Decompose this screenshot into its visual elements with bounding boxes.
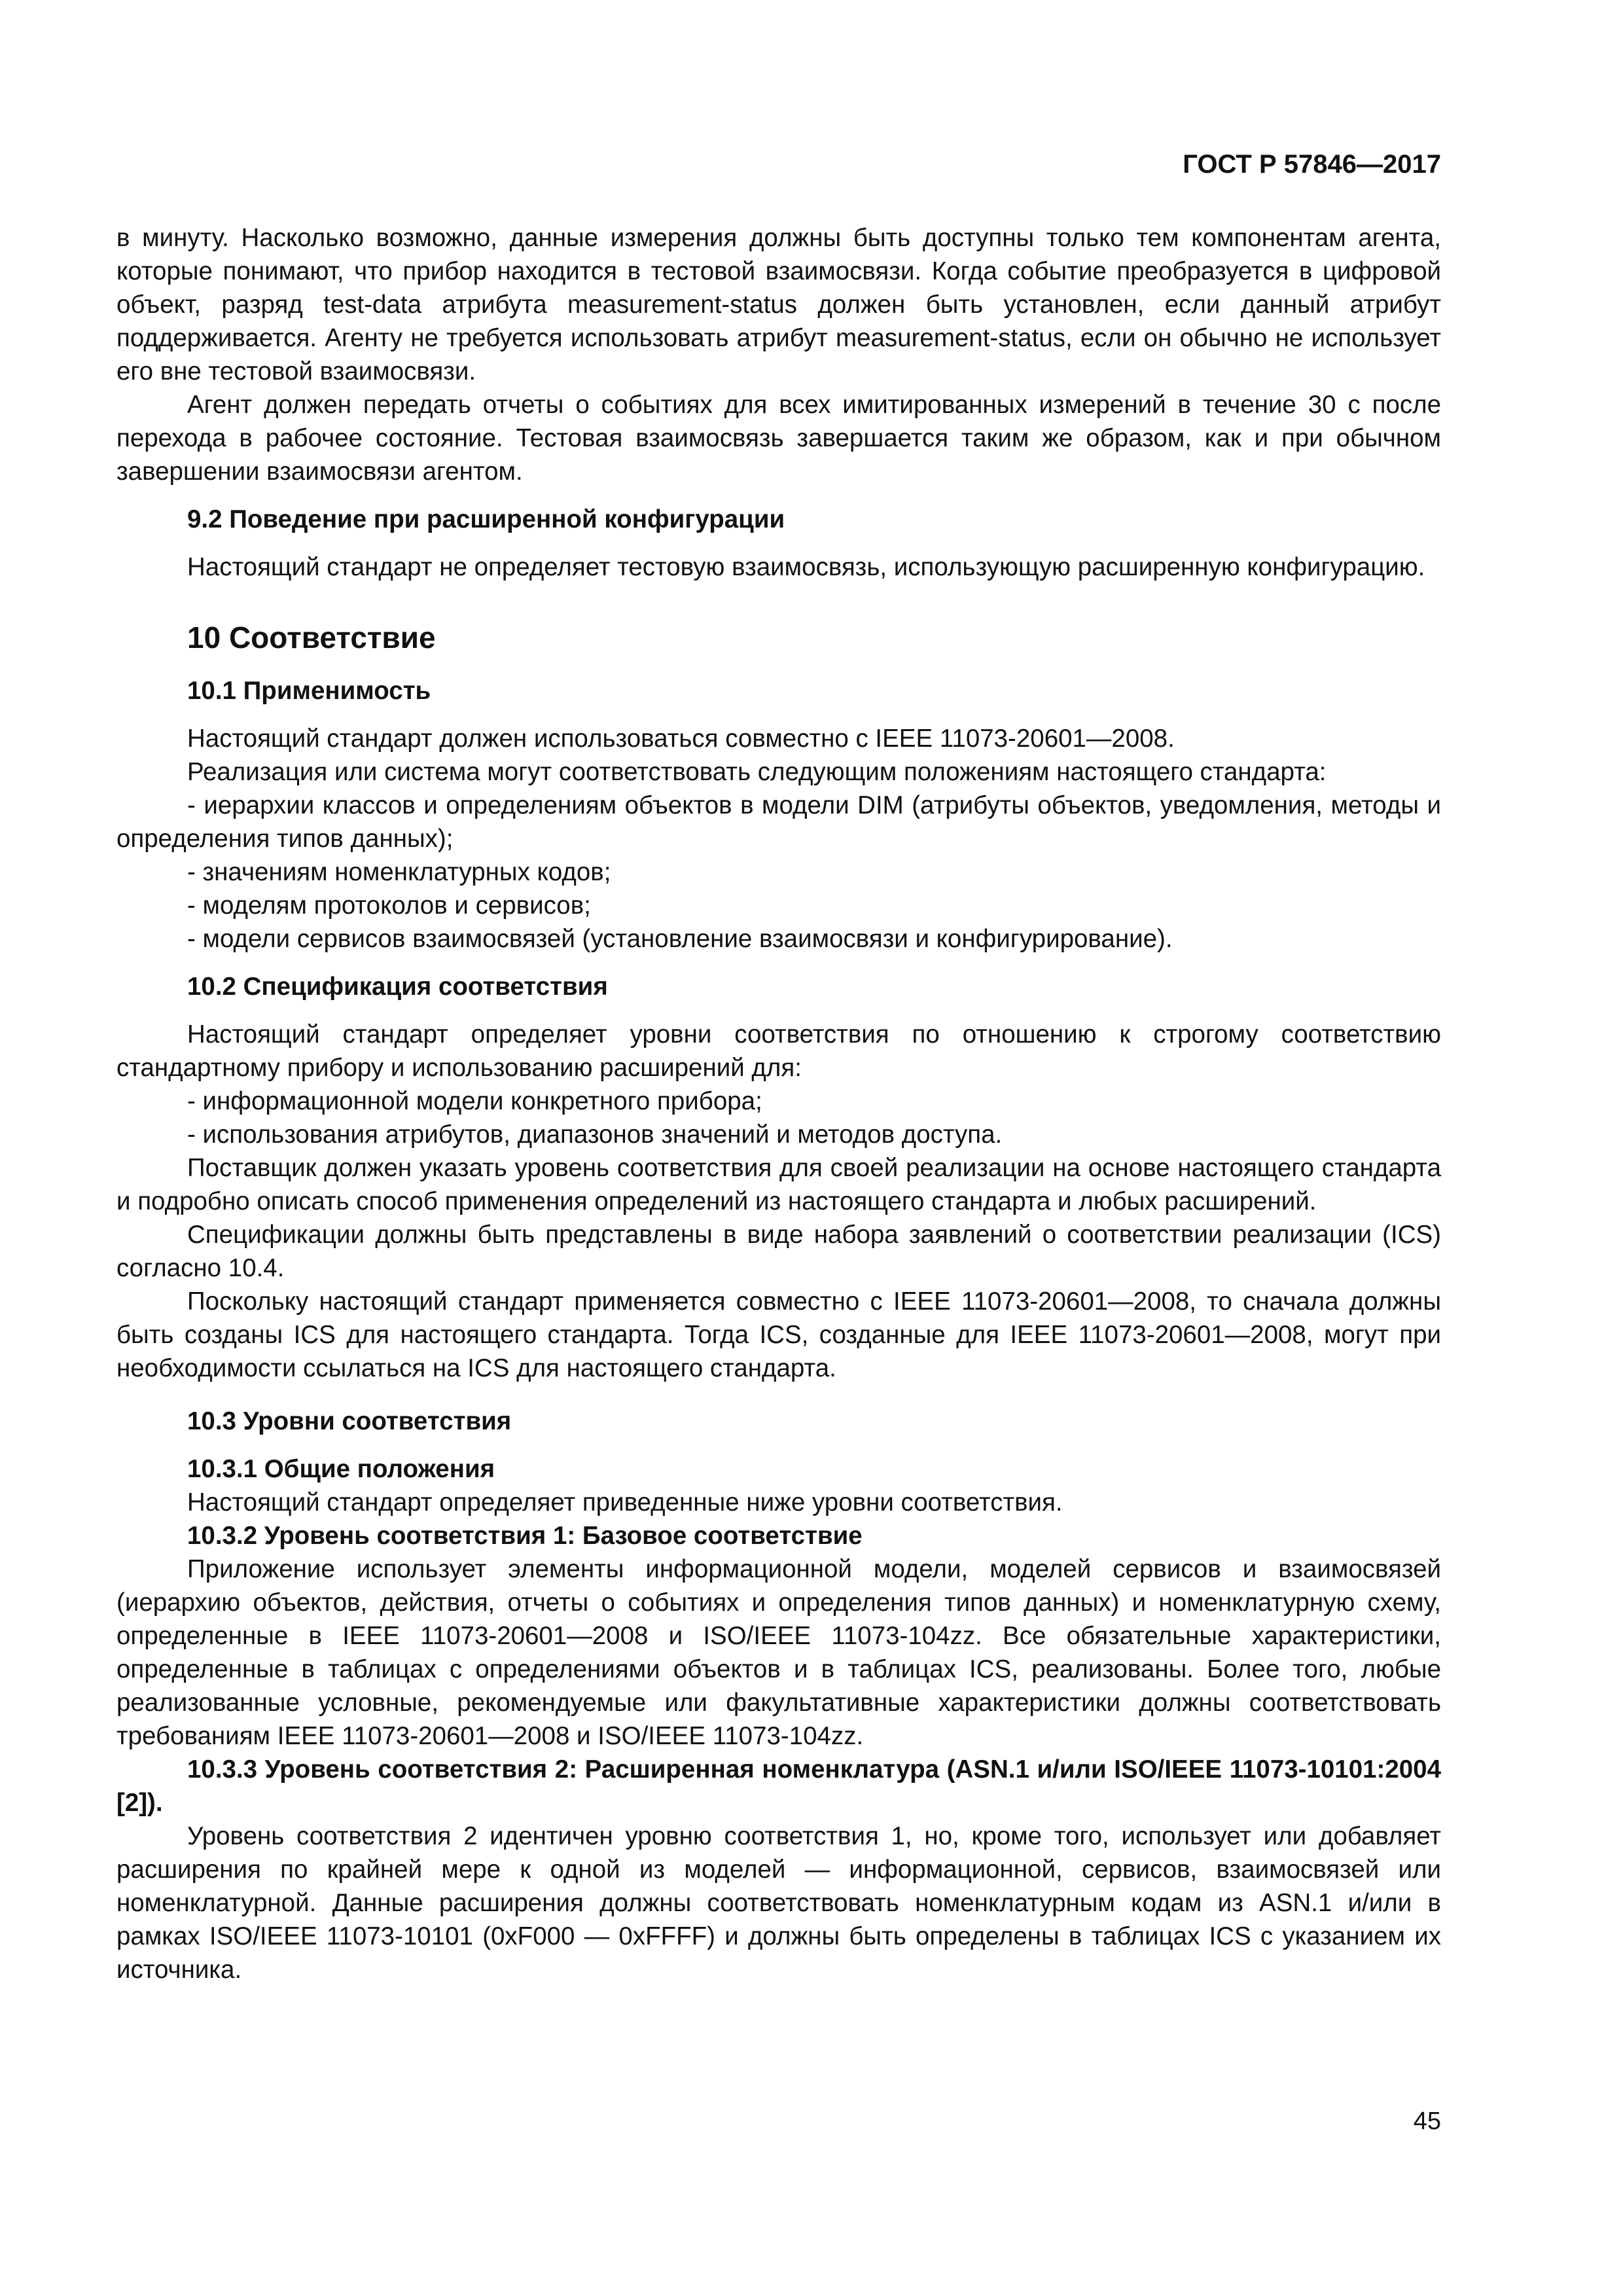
section-heading-10: 10 Соответствие [187, 620, 436, 655]
list-item: - модели сервисов взаимосвязей (установление взаимосвязи и конфигурирование). [187, 925, 1173, 953]
list-item: - иерархии классов и определениям объектов в модели DIM (атрибуты объектов, уведомления, методы и определения типов данных); [116, 791, 1441, 853]
paragraph: Настоящий стандарт определяет уровни соответствия по отношению к строгому соответствию стандартному прибору и использованию расширений для: [116, 1020, 1441, 1082]
paragraph: Настоящий стандарт определяет приведенные ниже уровни соответствия. [187, 1488, 1063, 1516]
paragraph: Поскольку настоящий стандарт применяется совместно с IEEE 11073-20601—2008, то сначала должны быть созданы ICS для настоящего стандарта. Тогда ICS, созданные для IEEE 11073-20601—2008, могут при необходимости ссылаться на ICS для настоящего стандарта. [116, 1287, 1441, 1382]
paragraph: Реализация или система могут соответствовать следующим положениям настоящего стандарта: [187, 758, 1327, 786]
section-heading-10-1: 10.1 Применимость [187, 677, 431, 705]
document-id: ГОСТ Р 57846—2017 [1183, 150, 1441, 179]
paragraph: в минуту. Насколько возможно, данные измерения должны быть доступны только тем компонентам агента, которые понимают, что прибор находится в тестовой взаимосвязи. Когда событие преобразуется в цифровой объект, разряд test-data атрибута measurement-status должен быть установлен, если данный атрибут поддерживается. Агенту не требуется использовать атрибут measurement-status, если он обычно не использует его вне тестовой взаимосвязи. [116, 224, 1441, 386]
paragraph: Настоящий стандарт должен использоваться совместно с IEEE 11073-20601—2008. [187, 725, 1175, 753]
paragraph: Настоящий стандарт не определяет тестовую взаимосвязь, использующую расширенную конфигурацию. [187, 553, 1425, 581]
section-heading-9-2: 9.2 Поведение при расширенной конфигурации [187, 505, 785, 533]
list-item: - информационной модели конкретного прибора; [187, 1087, 762, 1115]
list-item: - использования атрибутов, диапазонов значений и методов доступа. [187, 1121, 1003, 1149]
list-item: - моделям протоколов и сервисов; [187, 891, 591, 920]
subsection-heading-10-3-1: 10.3.1 Общие положения [187, 1455, 495, 1483]
content [116, 221, 1441, 1986]
paragraph: Поставщик должен указать уровень соответствия для своей реализации на основе настоящего стандарта и подробно описать способ применения определений из настоящего стандарта и любых расширений. [116, 1154, 1441, 1215]
paragraph: Приложение использует элементы информационной модели, моделей сервисов и взаимосвязей (иерархию объектов, действия, отчеты о событиях и определения типов данных) и номенклатурную схему, определенные в IEEE 11073-20601—2008 и ISO/IEEE 11073-104zz. Все обязательные характеристики, определенные в таблицах с определениями объектов и в таблицах ICS, реализованы. Более того, любые реализованные условные, рекомендуемые или факультативные характеристики должны соответствовать требованиям IEEE 11073-20601—2008 и ISO/IEEE 11073-104zz. [116, 1555, 1441, 1750]
subsection-heading-10-3-2: 10.3.2 Уровень соответствия 1: Базовое соответствие [187, 1522, 863, 1550]
paragraph: Спецификации должны быть представлены в виде набора заявлений о соответствии реализации (ICS) согласно 10.4. [116, 1221, 1441, 1282]
list-item: - значениям номенклатурных кодов; [187, 858, 611, 886]
section-heading-10-3: 10.3 Уровни соответствия [187, 1407, 512, 1435]
section-heading-10-2: 10.2 Спецификация соответствия [187, 973, 608, 1001]
subsection-heading-10-3-3: 10.3.3 Уровень соответствия 2: Расширенная номенклатура (ASN.1 и/или ISO/IEEE 11073-10101:2004 [2]). [116, 1755, 1441, 1817]
page-number: 45 [1413, 2108, 1441, 2135]
paragraph: Уровень соответствия 2 идентичен уровню соответствия 1, но, кроме того, использует или добавляет расширения по крайней мере к одной из моделей — информационной, сервисов, взаимосвязей или номенклатурной. Данные расширения должны соответствовать номенклатурным кодам из ASN.1 и/или в рамках ISO/IEEE 11073-10101 (0xF000 — 0xFFFF) и должны быть определены в таблицах ICS с указанием их источника. [116, 1822, 1441, 1984]
paragraph: Агент должен передать отчеты о событиях для всех имитированных измерений в течение 30 с после перехода в рабочее состояние. Тестовая взаимосвязь завершается таким же образом, как и при обычном завершении взаимосвязи агентом. [116, 391, 1441, 486]
